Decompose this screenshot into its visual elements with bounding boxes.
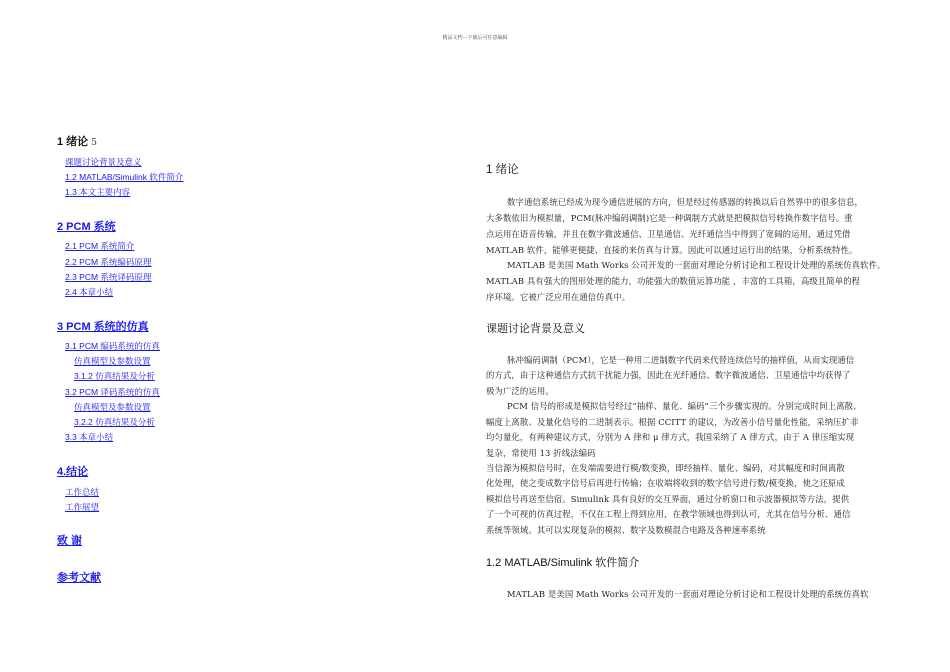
toc-item-3-2-1[interactable]: 仿真模型及参数设置 (74, 402, 151, 412)
toc-references[interactable]: 参考文献 (57, 572, 101, 584)
paragraph-line: 均匀量化，有两种建议方式，分别为 A 律和 μ 律方式，我国采纳了 A 律方式，由于 A 律压缩实现 (486, 432, 855, 442)
paragraph-line: 大多数依旧为模拟量，PCM(脉冲编码调制)它是一种调制方式就是把模拟信号转换作数字信号。重 (486, 213, 853, 223)
paragraph-line: 系统等领域。其可以实现复杂的模拟、数字及数模混合电路及各种速率系统 (486, 525, 766, 535)
toc-item-1-1[interactable]: 课题讨论背景及意义 (65, 157, 142, 167)
paragraph-line: 幅度上离散、及量化信号的二进制表示。根据 CCITT 的建议，为改善小信号量化性能，采纳压扩非 (486, 417, 859, 427)
toc-item-3-1[interactable]: 3.1 PCM 编码系统的仿真 (65, 341, 160, 351)
toc-item-2-2[interactable]: 2.2 PCM 系统编码原理 (65, 257, 152, 267)
toc-item-1-2[interactable]: 1.2 MATLAB/Simulink 软件简介 (65, 172, 184, 182)
paragraph-line: 当信源为模拟信号时，在发端需要进行模/数变换，即经抽样、量化、编码，对其幅度和时间离散 (486, 463, 845, 473)
toc-thanks[interactable]: 致 谢 (57, 535, 83, 547)
toc-item-1-3[interactable]: 1.3 本文主要内容 (65, 187, 131, 197)
toc-chapter-2[interactable]: 2 PCM 系统 (57, 221, 116, 233)
toc-chapter-1-label: 1 绪论 (57, 136, 89, 148)
toc-item-3-2[interactable]: 3.2 PCM 译码系统的仿真 (65, 387, 160, 397)
page-header: 精品文档---下载后可任意编辑 (442, 35, 508, 41)
paragraph-line: 点运用在语音传输，并且在数字微波通信、卫星通信、光纤通信当中得到了宽阔的运用，通过凭借 (486, 229, 851, 239)
toc-item-2-1[interactable]: 2.1 PCM 系统简介 (65, 241, 135, 251)
paragraph-line: 极为广泛的运用。 (486, 386, 554, 396)
paragraph-line: 的方式，由于这种通信方式抗干扰能力强，因此在光纤通信、数字微波通信、卫星通信中均获得了 (486, 370, 851, 380)
paragraph-line: 脉冲编码调制（PCM），它是一种用二进制数字代码来代替连续信号的抽样值，从而实现通信 (507, 355, 855, 365)
toc-item-3-3[interactable]: 3.3 本章小结 (65, 432, 114, 442)
paragraph-line: MATLAB 是美国 Math Works 公司开发的一套面对理论分析讨论和工程设计处理的系统仿真软件。 (507, 260, 886, 270)
paragraph-line: 模拟信号再送至信宿。Simulink 具有良好的交互界面，通过分析窗口和示波器模拟等方法，提供 (486, 494, 850, 504)
toc-item-4-2[interactable]: 工作展望 (65, 502, 100, 512)
toc-item-2-4[interactable]: 2.4 本章小结 (65, 287, 114, 297)
paragraph-line: PCM 信号的形成是模拟信号经过“抽样、量化、编码”三个步骤实现的。分别完成时间上离散、 (507, 401, 862, 411)
toc-chapter-4[interactable]: 4.结论 (57, 466, 89, 478)
paragraph-line: MATLAB 具有强大的图形处理的能力，功能强大的数值运算功能 ，丰富的工具箱，高级且简单的程 (486, 276, 861, 286)
toc-chapter-3[interactable]: 3 PCM 系统的仿真 (57, 321, 149, 333)
toc-item-3-2-2[interactable]: 3.2.2 仿真结果及分析 (74, 417, 155, 427)
paragraph-line: MATLAB 软件，能够更便捷、直接的来仿真与计算。因此可以通过运行出的结果，分析系统特性。 (486, 245, 858, 255)
toc-item-3-1-1[interactable]: 仿真模型及参数设置 (74, 356, 151, 366)
paragraph-line: 数字通信系统已经成为现今通信进展的方向，但是经过传感器的转换以后自然界中的很多信息， (507, 197, 863, 207)
toc-chapter-1-page: 5 (91, 138, 97, 148)
paragraph-line: 序环境。它被广泛应用在通信仿真中。 (486, 292, 631, 302)
toc-item-2-3[interactable]: 2.3 PCM 系统译码原理 (65, 272, 152, 282)
toc-chapter-1[interactable] (57, 133, 97, 149)
paragraph-line: MATLAB 是美国 Math Works 公司开发的一套面对理论分析讨论和工程设计处理的系统仿真软 (507, 589, 869, 599)
paragraph-line: 化处理，使之变成数字信号后再进行传输；在收端将收到的数字信号进行数/模变换，使之还原成 (486, 478, 845, 488)
paragraph-line: 了一个可视的仿真过程，不仅在工程上得到应用，在教学领域也得到认可，尤其在信号分析、通信 (486, 509, 851, 519)
toc-item-4-1[interactable]: 工作总结 (65, 487, 100, 497)
section-heading-intro: 1 绪论 (486, 164, 519, 176)
section-heading-matlab: 1.2 MATLAB/Simulink 软件简介 (486, 557, 640, 569)
section-heading-background: 课题讨论背景及意义 (486, 323, 585, 335)
paragraph-line: 复杂，常使用 13 折线法编码 (486, 448, 596, 458)
toc-item-3-1-2[interactable]: 3.1.2 仿真结果及分析 (74, 371, 155, 381)
